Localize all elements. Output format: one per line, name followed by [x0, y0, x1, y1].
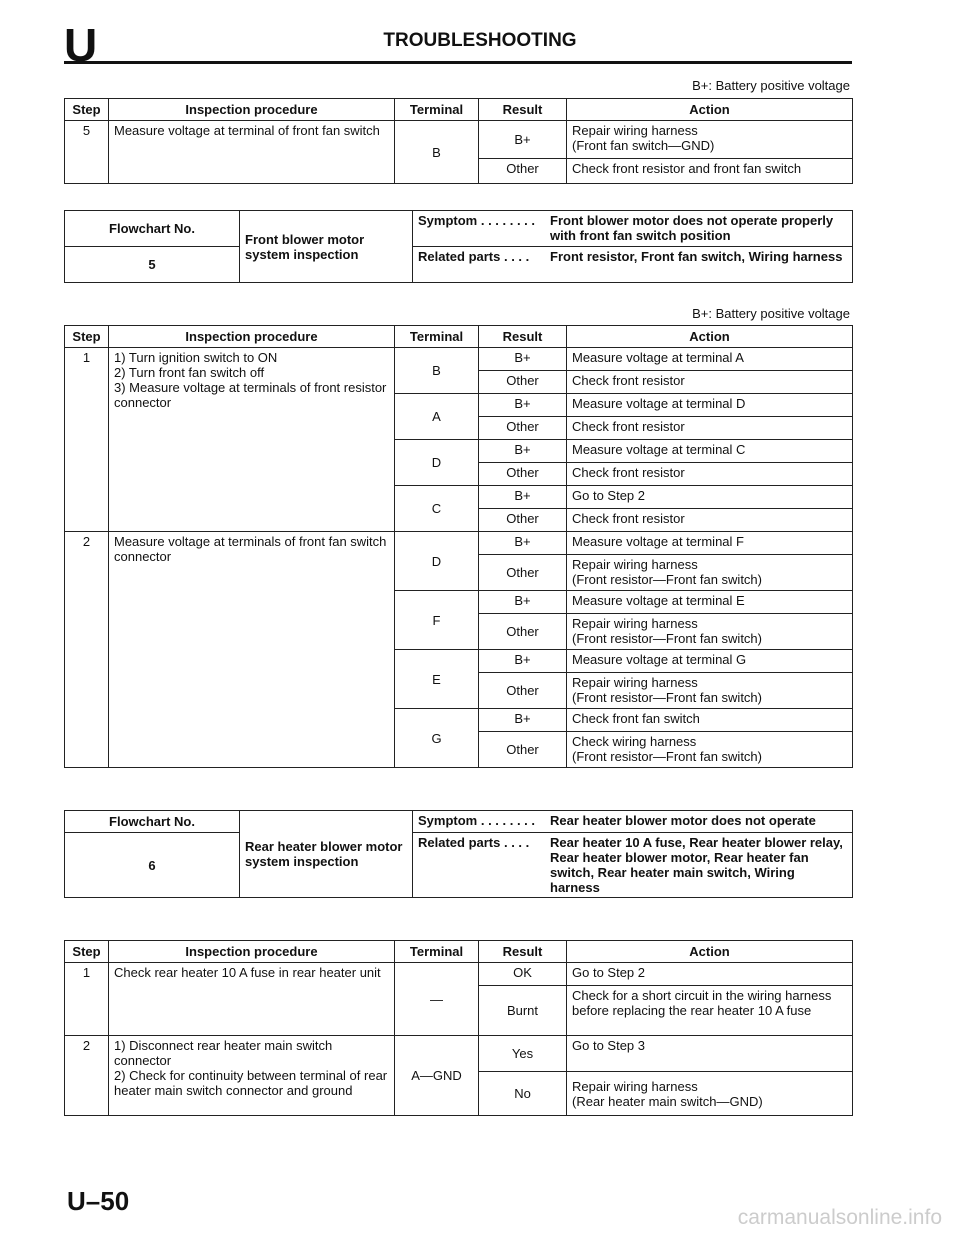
symptom-key: Symptom . . . . . . . . — [418, 813, 536, 828]
col-procedure: Inspection procedure — [109, 99, 395, 121]
result: B+ — [479, 394, 567, 417]
result: B+ — [479, 532, 567, 555]
result: B+ — [479, 591, 567, 614]
action: Check front resistor and front fan switch — [567, 159, 853, 184]
result: Burnt — [479, 986, 567, 1036]
col-action: Action — [567, 99, 853, 121]
table-step5 — [64, 98, 853, 184]
action: Measure voltage at terminal D — [567, 394, 853, 417]
col-action: Action — [567, 941, 853, 963]
col-terminal: Terminal — [395, 941, 479, 963]
flowchart-5-info — [64, 210, 853, 283]
flowchart-6-info — [64, 810, 853, 898]
terminal: G — [395, 709, 479, 768]
symptom-text: Rear heater blower motor does not operate — [550, 813, 816, 828]
header-rule — [64, 61, 852, 64]
procedure: Check rear heater 10 A fuse in rear heater unit — [109, 963, 395, 1036]
action: Repair wiring harness (Rear heater main switch—GND) — [567, 1072, 853, 1116]
action: Check front resistor — [567, 509, 853, 532]
procedure: Measure voltage at terminals of front fan switch connector — [109, 532, 395, 768]
action: Go to Step 2 — [567, 963, 853, 986]
terminal: F — [395, 591, 479, 650]
flowchart-label: Flowchart No. — [65, 811, 240, 833]
action: Go to Step 2 — [567, 486, 853, 509]
terminal: — — [395, 963, 479, 1036]
related-key: Related parts . . . . — [418, 249, 530, 264]
action: Check front resistor — [567, 371, 853, 394]
col-terminal: Terminal — [395, 326, 479, 348]
step-number: 2 — [65, 1036, 109, 1116]
result: Other — [479, 555, 567, 591]
col-result: Result — [479, 941, 567, 963]
related-key: Related parts . . . . — [418, 835, 530, 850]
action: Go to Step 3 — [567, 1036, 853, 1072]
result: Other — [479, 732, 567, 768]
result: B+ — [479, 440, 567, 463]
terminal: A—GND — [395, 1036, 479, 1116]
col-result: Result — [479, 99, 567, 121]
terminal: A — [395, 394, 479, 440]
terminal: D — [395, 532, 479, 591]
bplus-note: B+: Battery positive voltage — [692, 78, 850, 93]
result: Other — [479, 371, 567, 394]
result: Yes — [479, 1036, 567, 1072]
procedure: 1) Turn ignition switch to ON 2) Turn front fan switch off 3) Measure voltage at terminals of front resistor connector — [109, 348, 395, 532]
symptom-key: Symptom . . . . . . . . — [418, 213, 536, 228]
action: Repair wiring harness (Front resistor—Front fan switch) — [567, 614, 853, 650]
flowchart-name: Front blower motor system inspection — [240, 211, 413, 283]
section-letter: U — [64, 19, 98, 71]
col-procedure: Inspection procedure — [109, 326, 395, 348]
result: B+ — [479, 121, 567, 159]
action: Check for a short circuit in the wiring harness before replacing the rear heater 10 A fuse — [567, 986, 853, 1036]
col-step: Step — [65, 326, 109, 348]
page-number: U–50 — [67, 1186, 130, 1216]
action: Measure voltage at terminal G — [567, 650, 853, 673]
bplus-note: B+: Battery positive voltage — [692, 306, 850, 321]
result: No — [479, 1072, 567, 1116]
col-terminal: Terminal — [395, 99, 479, 121]
result: B+ — [479, 348, 567, 371]
result: B+ — [479, 650, 567, 673]
page-title: TROUBLESHOOTING — [383, 30, 577, 51]
action: Repair wiring harness (Front fan switch—GND) — [567, 121, 853, 159]
symptom-row — [413, 211, 853, 247]
result: OK — [479, 963, 567, 986]
action: Measure voltage at terminal C — [567, 440, 853, 463]
flowchart-label: Flowchart No. — [65, 211, 240, 247]
table-flowchart-5 — [64, 325, 853, 768]
step-number: 1 — [65, 348, 109, 532]
result: Other — [479, 159, 567, 184]
result: Other — [479, 673, 567, 709]
procedure: Measure voltage at terminal of front fan switch — [109, 121, 395, 184]
action: Check front resistor — [567, 463, 853, 486]
step-number: 2 — [65, 532, 109, 768]
col-step: Step — [65, 99, 109, 121]
flowchart-number: 6 — [65, 833, 240, 898]
step-number: 5 — [65, 121, 109, 184]
col-result: Result — [479, 326, 567, 348]
terminal: D — [395, 440, 479, 486]
result: Other — [479, 417, 567, 440]
action: Repair wiring harness (Front resistor—Front fan switch) — [567, 555, 853, 591]
result: Other — [479, 614, 567, 650]
terminal: E — [395, 650, 479, 709]
col-step: Step — [65, 941, 109, 963]
flowchart-number: 5 — [65, 247, 240, 283]
result: B+ — [479, 709, 567, 732]
symptom-row — [413, 811, 853, 833]
procedure: 1) Disconnect rear heater main switch connector 2) Check for continuity between terminal of rear heater main switch connector and ground — [109, 1036, 395, 1116]
result: Other — [479, 463, 567, 486]
flowchart-name: Rear heater blower motor system inspection — [240, 811, 413, 898]
col-procedure: Inspection procedure — [109, 941, 395, 963]
action: Repair wiring harness (Front resistor—Front fan switch) — [567, 673, 853, 709]
terminal: B — [395, 121, 479, 184]
action: Check wiring harness (Front resistor—Front fan switch) — [567, 732, 853, 768]
related-text: Front resistor, Front fan switch, Wiring harness — [550, 249, 843, 264]
terminal: C — [395, 486, 479, 532]
related-text: Rear heater 10 A fuse, Rear heater blower relay, Rear heater blower motor, Rear heater fan switch, Rear heater main switch, Wiring harness — [550, 835, 843, 895]
watermark: carmanualsonline.info — [737, 1206, 942, 1229]
result: Other — [479, 509, 567, 532]
table-flowchart-6 — [64, 940, 853, 1116]
related-row — [413, 247, 853, 283]
action: Check front resistor — [567, 417, 853, 440]
terminal: B — [395, 348, 479, 394]
action: Measure voltage at terminal E — [567, 591, 853, 614]
related-row — [413, 833, 853, 898]
action: Measure voltage at terminal A — [567, 348, 853, 371]
col-action: Action — [567, 326, 853, 348]
symptom-text: Front blower motor does not operate properly with front fan switch position — [550, 213, 834, 243]
action: Check front fan switch — [567, 709, 853, 732]
step-number: 1 — [65, 963, 109, 1036]
result: B+ — [479, 486, 567, 509]
action: Measure voltage at terminal F — [567, 532, 853, 555]
